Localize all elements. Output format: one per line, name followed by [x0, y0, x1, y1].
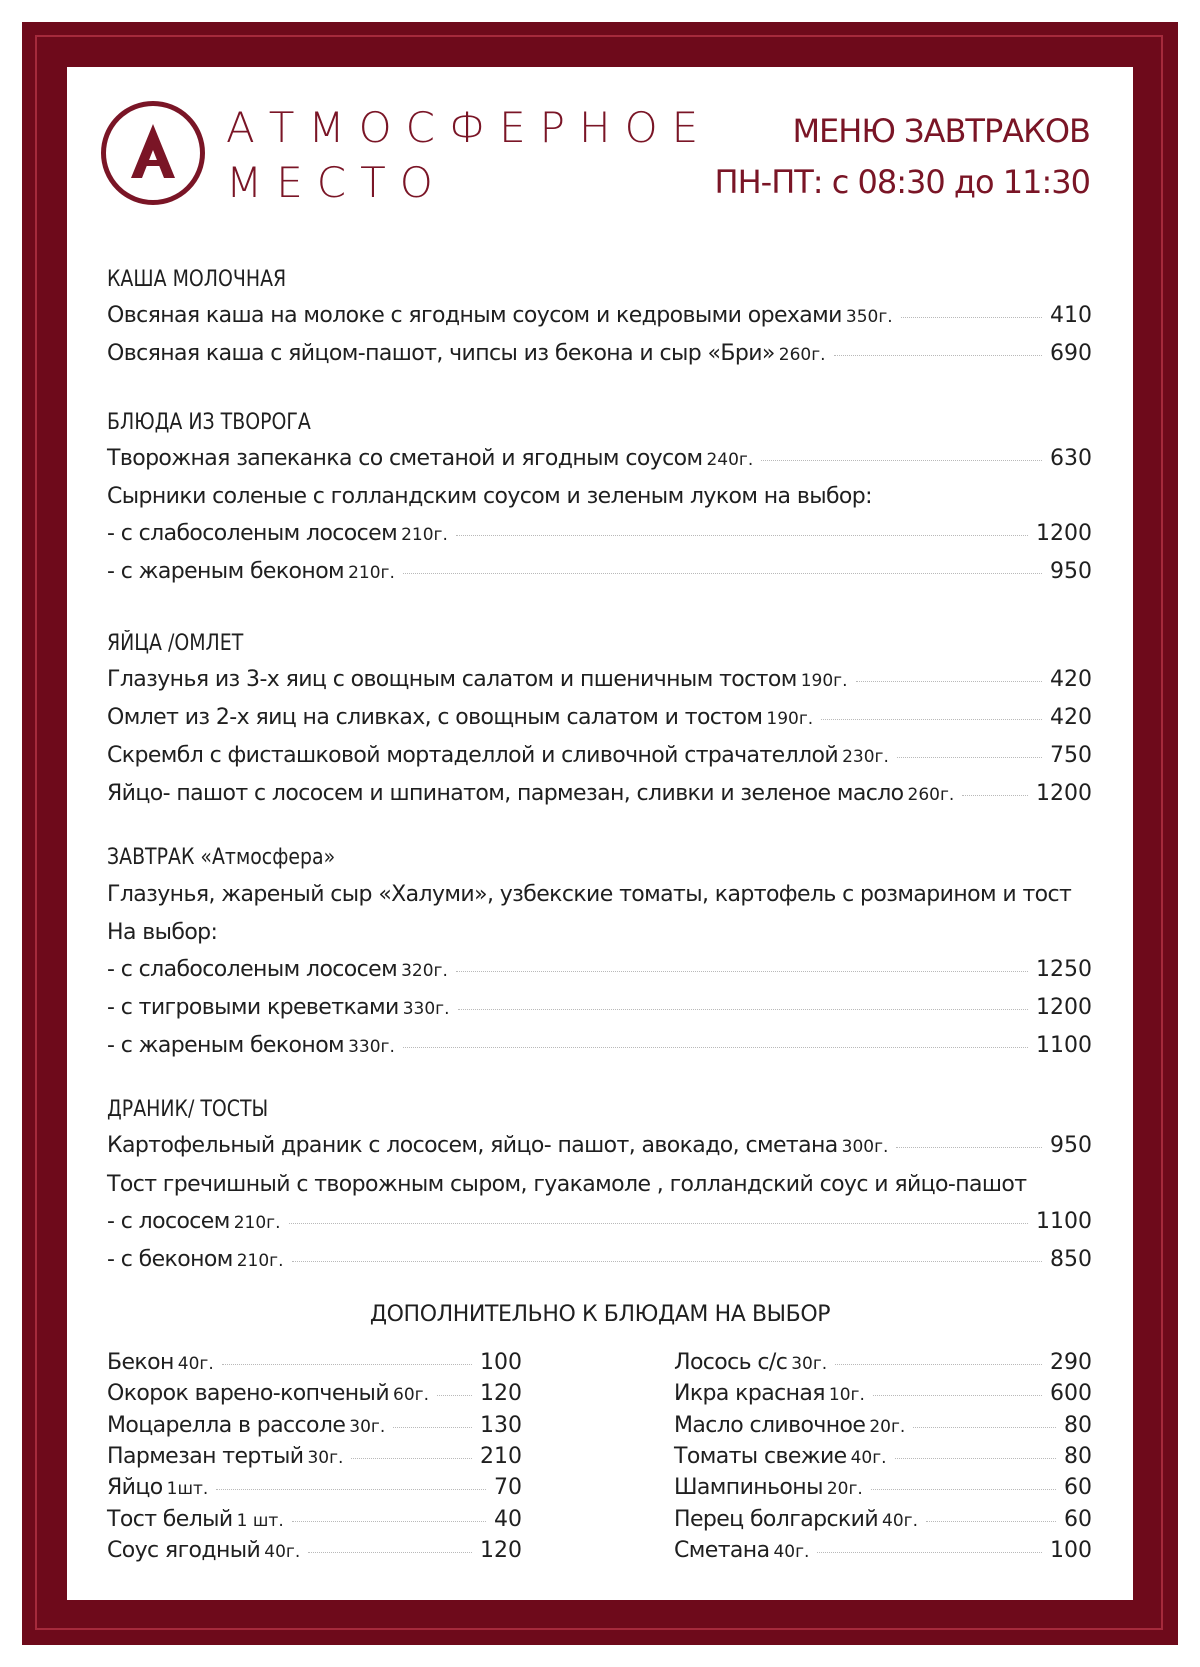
extra-weight: 10г.: [828, 1385, 865, 1405]
dot-leader: [292, 1521, 486, 1522]
menu-item: [107, 1033, 1092, 1067]
menu-item: [107, 705, 1092, 739]
extra-item: [107, 1475, 522, 1505]
menu-item: [107, 781, 1092, 815]
item-name: Скрембл с фисташковой мортаделлой и сливочной страчателлой: [107, 743, 839, 768]
item-name: Овсяная каша с яйцом-пашот, чипсы из бекона и сыр «Бри»: [107, 341, 775, 366]
extra-weight: 20г.: [869, 1417, 906, 1437]
item-weight: 210г.: [236, 1251, 284, 1271]
extras-title: ДОПОЛНИТЕЛЬНО К БЛЮДАМ НА ВЫБОР: [369, 1302, 831, 1327]
extra-name: Пармезан тертый: [107, 1444, 304, 1469]
extra-weight: 1шт.: [166, 1479, 209, 1499]
item-weight: 240г.: [706, 450, 754, 470]
dot-leader: [897, 757, 1042, 758]
dot-leader: [437, 1395, 472, 1396]
extra-name: Бекон: [107, 1350, 174, 1375]
logo-icon: [101, 101, 205, 205]
item-description: Тост гречишный с творожным сыром, гуакамоле , голландский соус и яйцо-пашот: [107, 1172, 1027, 1197]
dot-leader: [873, 1395, 1042, 1396]
extra-price: 70: [494, 1475, 522, 1500]
item-name: Картофельный драник с лососем, яйцо- пашот, авокадо, сметана: [107, 1133, 838, 1158]
dot-leader: [403, 1047, 1028, 1048]
extra-name: Лосось с/с: [674, 1350, 788, 1375]
extra-price: 80: [1064, 1413, 1092, 1438]
extra-item: [674, 1350, 1092, 1380]
item-weight: 210г.: [401, 525, 448, 545]
extra-price: 100: [480, 1350, 522, 1375]
extra-name: Тост белый: [107, 1507, 233, 1532]
item-description: Сырники соленые с голландским соусом и зеленым луком на выбор:: [107, 484, 872, 509]
item-weight: 260г.: [778, 345, 826, 365]
extra-weight: 40г.: [177, 1354, 214, 1374]
dot-leader: [817, 1552, 1042, 1553]
dot-leader: [821, 719, 1042, 720]
item-weight: 260г.: [907, 785, 955, 805]
extra-item: [107, 1538, 522, 1568]
item-price: 420: [1050, 667, 1092, 692]
extra-weight: 1 шт.: [236, 1511, 284, 1531]
menu-item: [107, 1133, 1092, 1167]
dot-leader: [896, 1147, 1042, 1148]
extra-weight: 60г.: [393, 1385, 429, 1405]
menu-item: [107, 446, 1092, 480]
extra-price: 120: [480, 1538, 522, 1563]
dot-leader: [926, 1521, 1056, 1522]
extra-weight: 40г.: [850, 1448, 887, 1468]
extra-price: 130: [480, 1413, 522, 1438]
dot-leader: [761, 460, 1042, 461]
item-name: - с слабосоленым лососем: [107, 521, 398, 546]
extra-name: Шампиньоны: [674, 1475, 823, 1500]
extra-item: [107, 1413, 522, 1443]
extra-name: Моцарелла в рассоле: [107, 1413, 346, 1438]
item-name: - с беконом: [107, 1247, 233, 1272]
extra-weight: 30г.: [791, 1354, 828, 1374]
extra-name: Томаты свежие: [674, 1444, 847, 1469]
extra-name: Соус ягодный: [107, 1538, 261, 1563]
menu-item: [107, 957, 1092, 991]
extra-weight: 30г.: [307, 1448, 344, 1468]
dot-leader: [308, 1552, 472, 1553]
section-title: ЯЙЦА /ОМЛЕТ: [107, 631, 244, 656]
extra-price: 120: [480, 1381, 522, 1406]
item-name: Омлет из 2-х яиц на сливках, с овощным салатом и тостом: [107, 705, 763, 730]
extra-name: Окорок варено-копченый: [107, 1381, 390, 1406]
extra-name: Сметана: [674, 1538, 770, 1563]
extra-weight: 20г.: [826, 1479, 863, 1499]
dot-leader: [895, 1458, 1056, 1459]
menu-item: [107, 303, 1092, 337]
dot-leader: [901, 317, 1042, 318]
extra-weight: 30г.: [349, 1417, 386, 1437]
item-choice-label: На выбор:: [107, 920, 218, 945]
dot-leader: [456, 535, 1028, 536]
extra-item: [107, 1350, 522, 1380]
menu-item: [107, 995, 1092, 1029]
item-name: - с жареным беконом: [107, 1033, 345, 1058]
extra-name: Икра красная: [674, 1381, 825, 1406]
extra-item: [107, 1507, 522, 1537]
item-weight: 320г.: [401, 961, 448, 981]
extra-item: [107, 1381, 522, 1411]
menu-item: [107, 341, 1092, 375]
dot-leader: [289, 1223, 1028, 1224]
item-price: 750: [1050, 743, 1092, 768]
extra-price: 80: [1064, 1444, 1092, 1469]
dot-leader: [351, 1458, 472, 1459]
item-price: 630: [1050, 446, 1092, 471]
menu-item: [107, 667, 1092, 701]
dot-leader: [216, 1489, 486, 1490]
section-title: ЗАВТРАК «Атмосфера»: [107, 845, 336, 870]
dot-leader: [835, 1364, 1042, 1365]
item-weight: 330г.: [348, 1037, 395, 1057]
extra-item: [674, 1538, 1092, 1568]
item-name: Овсяная каша на молоке с ягодным соусом и кедровыми орехами: [107, 303, 842, 328]
extra-item: [107, 1444, 522, 1474]
item-price: 1100: [1036, 1033, 1092, 1058]
menu-item: [107, 521, 1092, 555]
section-title: БЛЮДА ИЗ ТВОРОГА: [107, 410, 311, 435]
dot-leader: [834, 355, 1042, 356]
item-price: 950: [1050, 1133, 1092, 1158]
item-weight: 300г.: [841, 1137, 889, 1157]
menu-item: [107, 1247, 1092, 1281]
item-price: 950: [1050, 559, 1092, 584]
item-price: 1200: [1036, 781, 1092, 806]
item-name: Творожная запеканка со сметаной и ягодным соусом: [107, 446, 703, 471]
extra-name: Перец болгарский: [674, 1507, 879, 1532]
extra-item: [674, 1413, 1092, 1443]
item-name: Яйцо- пашот с лососем и шпинатом, пармезан, сливки и зеленое масло: [107, 781, 904, 806]
item-name: - с жареным беконом: [107, 559, 345, 584]
item-weight: 230г.: [842, 747, 889, 767]
item-price: 1200: [1036, 521, 1092, 546]
brand-name-line2: МЕСТО: [226, 158, 447, 207]
extra-weight: 40г.: [882, 1511, 918, 1531]
dot-leader: [403, 573, 1042, 574]
item-name: - с тигровыми креветками: [107, 995, 399, 1020]
dot-leader: [962, 795, 1028, 796]
dot-leader: [458, 1009, 1028, 1010]
extra-item: [674, 1475, 1092, 1505]
extra-price: 100: [1050, 1538, 1092, 1563]
item-weight: 330г.: [402, 999, 450, 1019]
item-price: 1100: [1036, 1209, 1092, 1234]
dot-leader: [856, 681, 1042, 682]
brand-name-line1: АТМОСФЕРНОЕ: [226, 103, 713, 152]
item-price: 1200: [1036, 995, 1092, 1020]
extra-weight: 40г.: [264, 1542, 301, 1562]
opening-hours: ПН-ПТ: с 08:30 до 11:30: [714, 163, 1090, 201]
extra-item: [674, 1444, 1092, 1474]
menu-item: [107, 1209, 1092, 1243]
dot-leader: [913, 1427, 1056, 1428]
dot-leader: [393, 1427, 472, 1428]
item-price: 690: [1050, 341, 1092, 366]
dot-leader: [871, 1489, 1056, 1490]
dot-leader: [456, 971, 1028, 972]
menu-title: МЕНЮ ЗАВТРАКОВ: [792, 112, 1090, 150]
extra-price: 600: [1050, 1381, 1092, 1406]
item-name: - с лососем: [107, 1209, 230, 1234]
item-price: 420: [1050, 705, 1092, 730]
extra-price: 60: [1064, 1507, 1092, 1532]
item-weight: 190г.: [766, 709, 814, 729]
extra-price: 60: [1064, 1475, 1092, 1500]
menu-item: [107, 559, 1092, 593]
extra-price: 290: [1050, 1350, 1092, 1375]
item-weight: 190г.: [800, 671, 848, 691]
dot-leader: [222, 1364, 472, 1365]
item-weight: 350г.: [845, 307, 893, 327]
item-price: 850: [1050, 1247, 1092, 1272]
section-title: КАША МОЛОЧНАЯ: [107, 267, 287, 292]
extra-price: 40: [494, 1507, 522, 1532]
item-weight: 210г.: [233, 1213, 281, 1233]
item-weight: 210г.: [348, 563, 395, 583]
item-name: Глазунья из 3-х яиц с овощным салатом и пшеничным тостом: [107, 667, 797, 692]
item-description: Глазунья, жареный сыр «Халуми», узбекские томаты, картофель с розмарином и тост: [107, 882, 1072, 907]
menu-item: [107, 743, 1092, 777]
extra-name: Масло сливочное: [674, 1413, 866, 1438]
section-title: ДРАНИК/ ТОСТЫ: [107, 1097, 269, 1122]
item-price: 1250: [1036, 957, 1092, 982]
extra-price: 210: [480, 1444, 522, 1469]
item-name: - с слабосоленым лососем: [107, 957, 398, 982]
dot-leader: [292, 1261, 1042, 1262]
extra-name: Яйцо: [107, 1475, 163, 1500]
extra-item: [674, 1507, 1092, 1537]
extra-weight: 40г.: [773, 1542, 810, 1562]
item-price: 410: [1050, 303, 1092, 328]
extra-item: [674, 1381, 1092, 1411]
